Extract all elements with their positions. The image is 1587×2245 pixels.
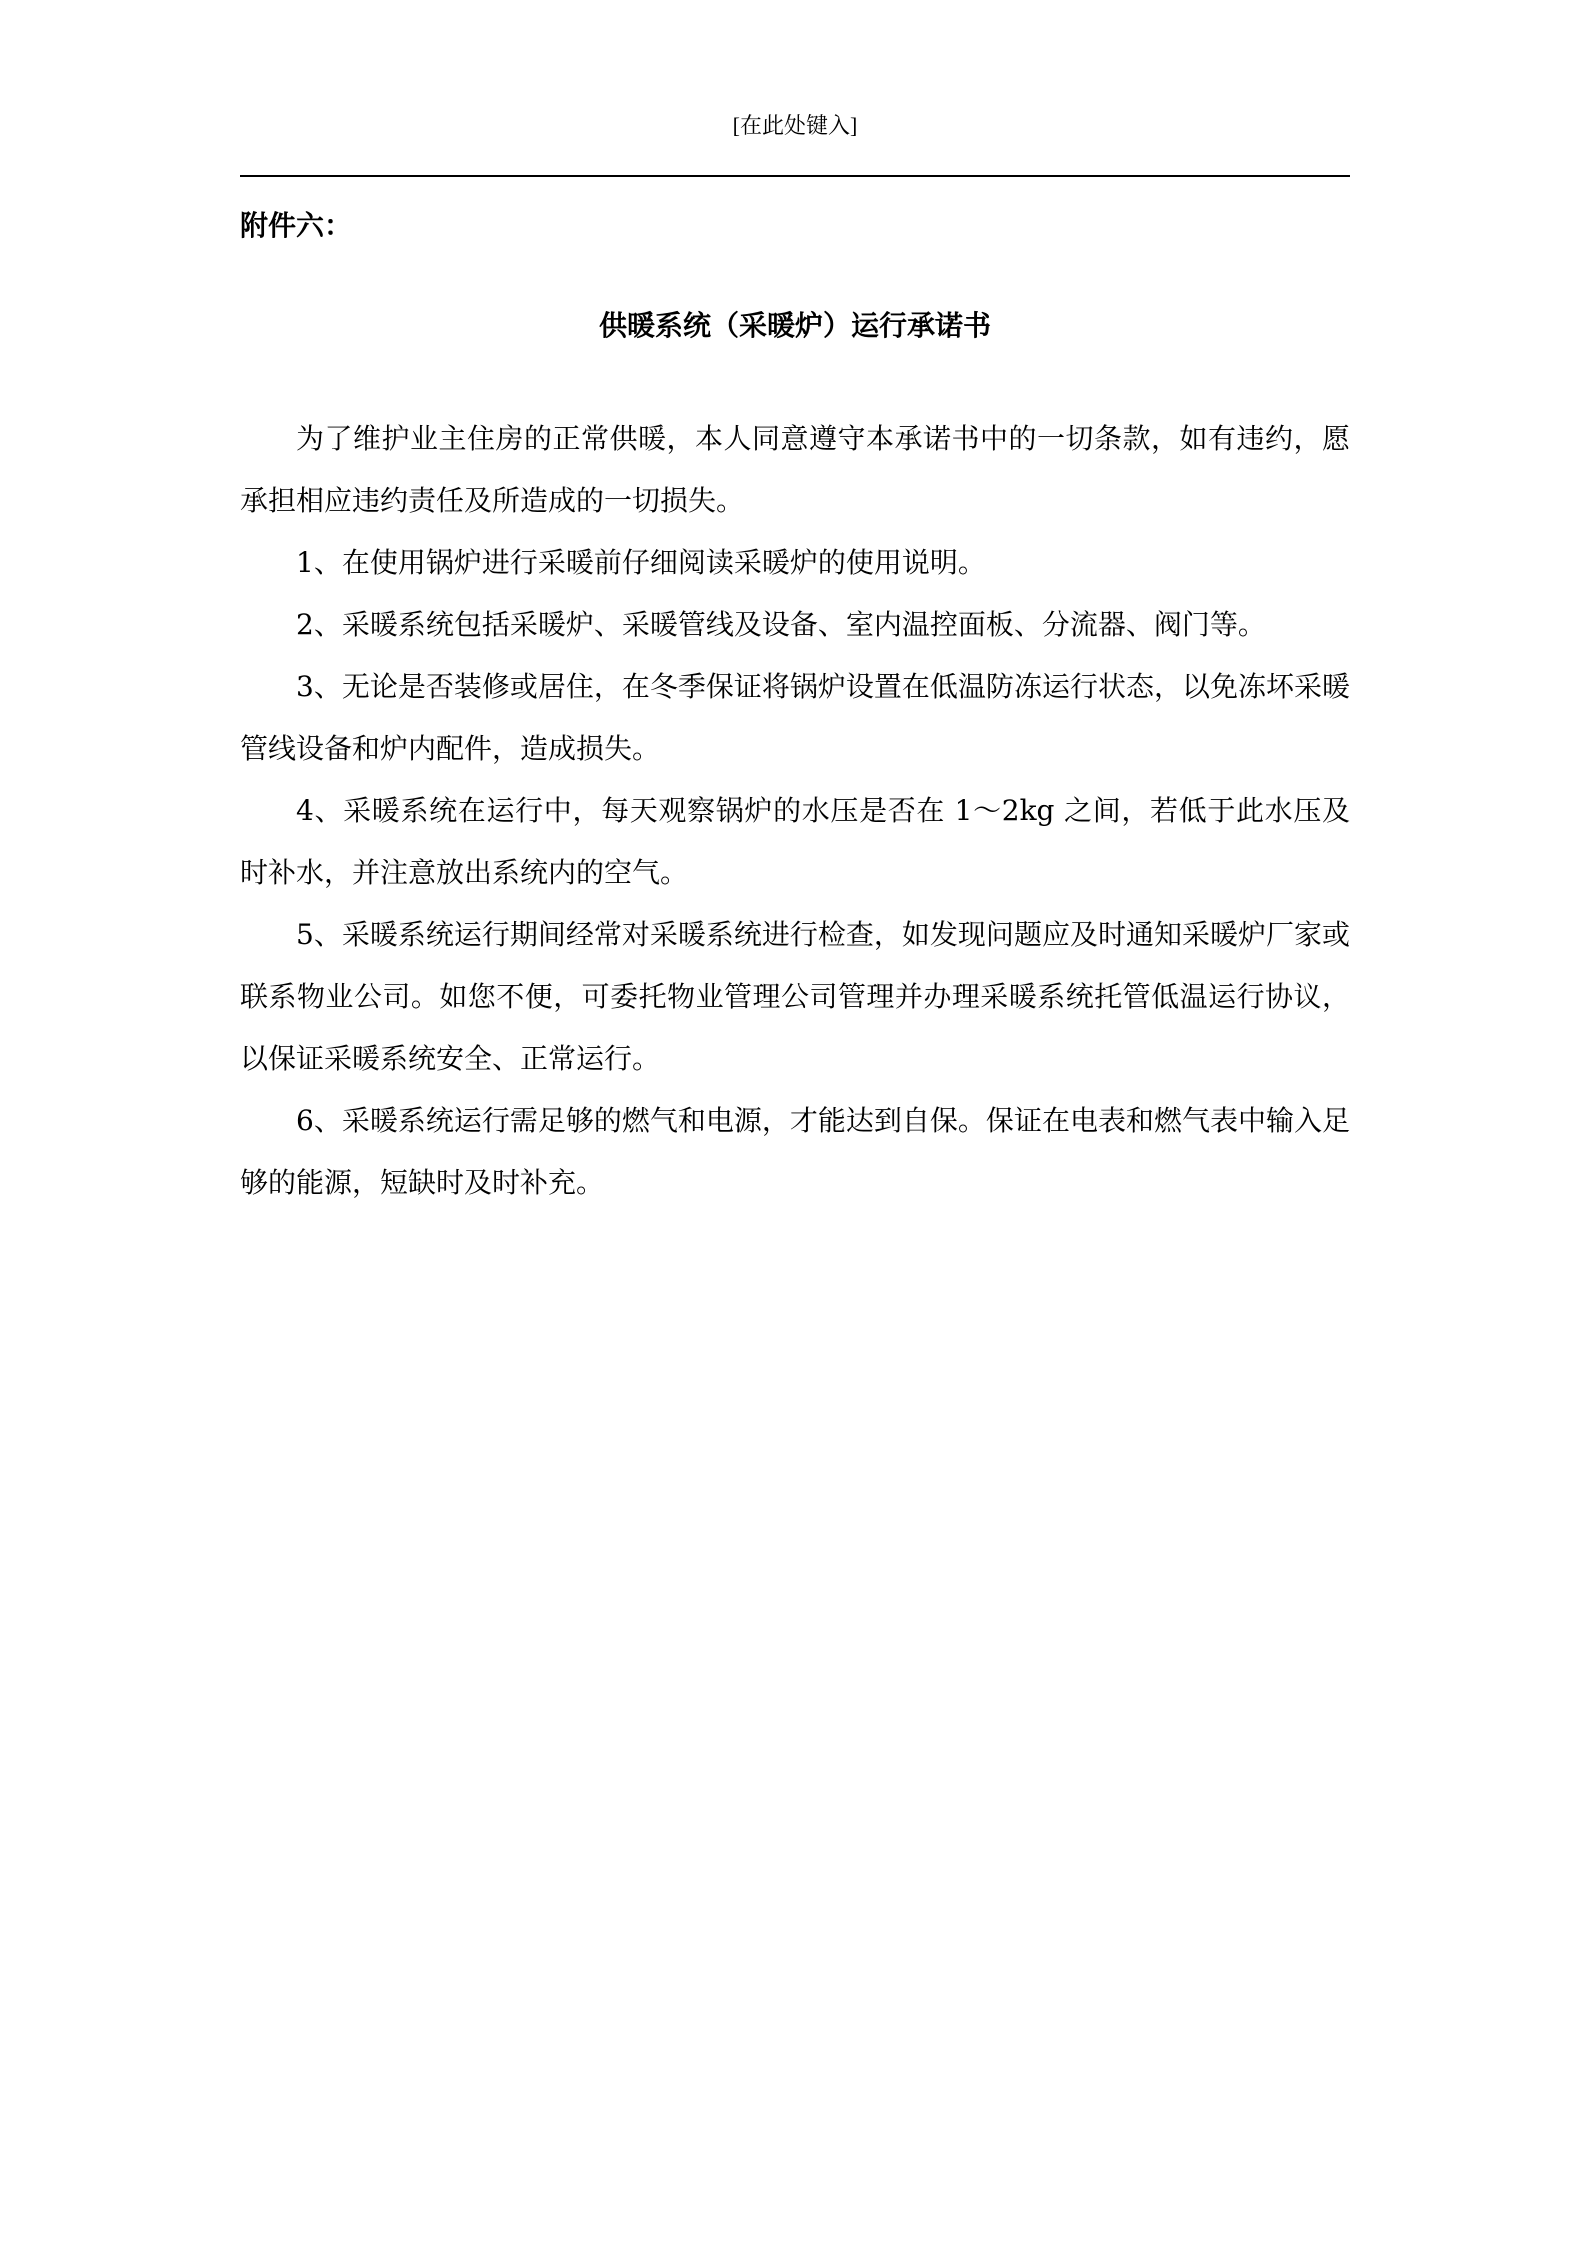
- clause-3: 3、无论是否装修或居住，在冬季保证将锅炉设置在低温防冻运行状态，以免冻坏采暖管线设备和炉内配件，造成损失。: [240, 670, 1350, 765]
- clause-5: 5、采暖系统运行期间经常对采暖系统进行检查，如发现问题应及时通知采暖炉厂家或联系物业公司。如您不便，可委托物业管理公司管理并办理采暖系统托管低温运行协议，以保证采暖系统安全、正常运行。: [240, 918, 1350, 1075]
- attachment-label: 附件六：: [240, 209, 353, 242]
- clause-4: 4、采暖系统在运行中，每天观察锅炉的水压是否在 1～2kg 之间，若低于此水压及时补水，并注意放出系统内的空气。: [240, 794, 1350, 889]
- clause-2: 2、采暖系统包括采暖炉、采暖管线及设备、室内温控面板、分流器、阀门等。: [296, 608, 1266, 641]
- page-header-placeholder: [在此处键入]: [732, 113, 858, 138]
- clause-6: 6、采暖系统运行需足够的燃气和电源，才能达到自保。保证在电表和燃气表中输入足够的能源，短缺时及时补充。: [240, 1104, 1350, 1199]
- document-body: [240, 408, 1350, 1214]
- document-title: 供暖系统（采暖炉）运行承诺书: [598, 309, 991, 342]
- clause-1: 1、在使用锅炉进行采暖前仔细阅读采暖炉的使用说明。: [296, 546, 986, 579]
- intro-paragraph: 为了维护业主住房的正常供暖，本人同意遵守本承诺书中的一切条款，如有违约，愿承担相应违约责任及所造成的一切损失。: [240, 422, 1350, 517]
- header-divider: [240, 175, 1350, 177]
